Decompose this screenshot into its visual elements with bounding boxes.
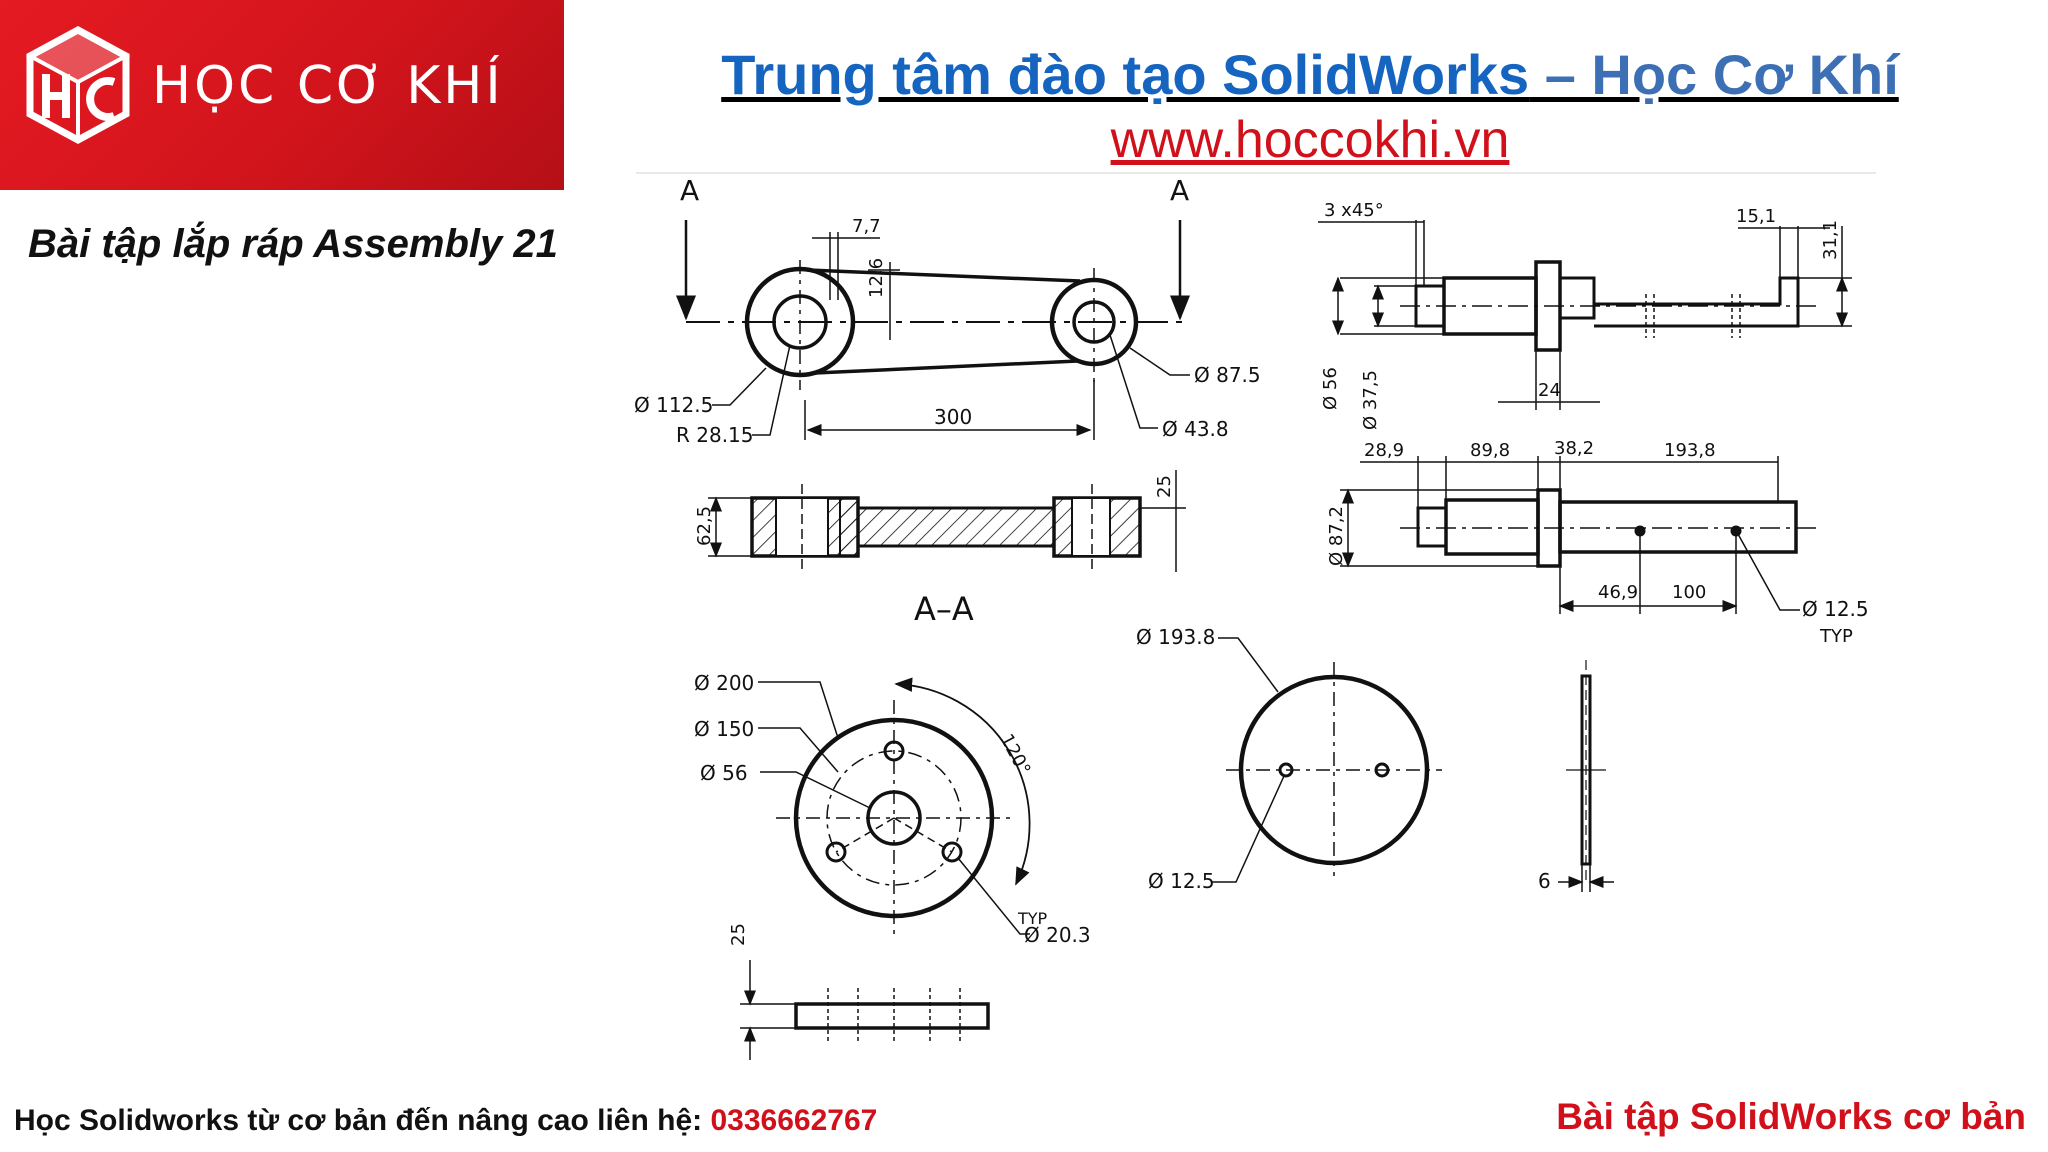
typ-label-2: TYP <box>1018 909 1048 928</box>
title-part-2: – Học Cơ Khí <box>1529 43 1899 106</box>
dim-6: 6 <box>1538 869 1551 893</box>
technical-drawing <box>620 168 1900 1080</box>
dim-7-7: 7,7 <box>852 216 881 237</box>
dim-d56-disc: Ø 56 <box>700 761 748 785</box>
disc-top-view <box>758 682 1030 936</box>
footer-contact <box>14 1104 877 1138</box>
section-marker-left: A <box>680 174 700 207</box>
dim-12-6: 12,6 <box>866 257 887 298</box>
dim-d56-shaft: Ø 56 <box>1320 367 1341 410</box>
dim-d12-5-plate: Ø 12.5 <box>1148 869 1215 893</box>
dim-d193-8: Ø 193.8 <box>1136 625 1216 649</box>
footer-phone[interactable]: 0336662767 <box>710 1104 878 1137</box>
website-link[interactable]: www.hoccokhi.vn <box>1110 111 1510 169</box>
dim-100: 100 <box>1672 582 1707 603</box>
dim-chamfer: 3 x45° <box>1324 200 1384 221</box>
logo-brand-text: HỌC CƠ KHÍ <box>152 56 504 116</box>
plate-top-view <box>1212 638 1442 882</box>
dim-25-side: 25 <box>1154 475 1175 498</box>
link-section-view <box>708 470 1186 572</box>
dim-d200: Ø 200 <box>694 671 755 695</box>
dim-89-8: 89,8 <box>1470 440 1511 461</box>
dim-46-9: 46,9 <box>1598 582 1639 603</box>
footer-contact-text: Học Solidworks từ cơ bản đến nâng cao liên hệ: <box>14 1104 711 1137</box>
page-title <box>0 42 2048 107</box>
dim-15-1: 15,1 <box>1736 206 1777 227</box>
title-part-1: Trung tâm đào tạo SolidWorks <box>721 43 1530 106</box>
dim-24: 24 <box>1538 380 1561 401</box>
exercise-subtitle: Bài tập lắp ráp Assembly 21 <box>28 222 558 266</box>
section-title: A–A <box>914 590 974 628</box>
footer-course-label: Bài tập SolidWorks cơ bản <box>1556 1096 2026 1137</box>
dim-d112-5: Ø 112.5 <box>634 393 714 417</box>
shaft-front-view <box>1340 456 1820 614</box>
dim-d12-5-typ: Ø 12.5 <box>1802 597 1869 621</box>
dim-62-5: 62,5 <box>694 505 715 546</box>
disc-side-view <box>740 960 988 1060</box>
shaft-top-view <box>1318 220 1852 410</box>
dim-193-8-len: 193,8 <box>1664 440 1716 461</box>
dim-d43-8: Ø 43.8 <box>1162 417 1229 441</box>
plate-side-view <box>1558 660 1614 892</box>
dim-38-2: 38,2 <box>1554 438 1595 459</box>
dim-300: 300 <box>934 405 973 429</box>
section-marker-right: A <box>1170 174 1190 207</box>
dim-d20-3: Ø 20.3 <box>1024 923 1091 947</box>
dim-d87-5: Ø 87.5 <box>1194 363 1261 387</box>
dim-d37-5: Ø 37,5 <box>1360 370 1381 430</box>
dim-d87-2: Ø 87,2 <box>1326 506 1347 566</box>
dim-28-9: 28,9 <box>1364 440 1405 461</box>
dim-120: 120° <box>995 730 1035 779</box>
dim-25-disc: 25 <box>728 923 749 946</box>
dim-d150: Ø 150 <box>694 717 755 741</box>
dim-r28-15: R 28.15 <box>676 423 754 447</box>
dim-31-1: 31,1 <box>1820 219 1841 260</box>
typ-label-1: TYP <box>1820 626 1853 647</box>
